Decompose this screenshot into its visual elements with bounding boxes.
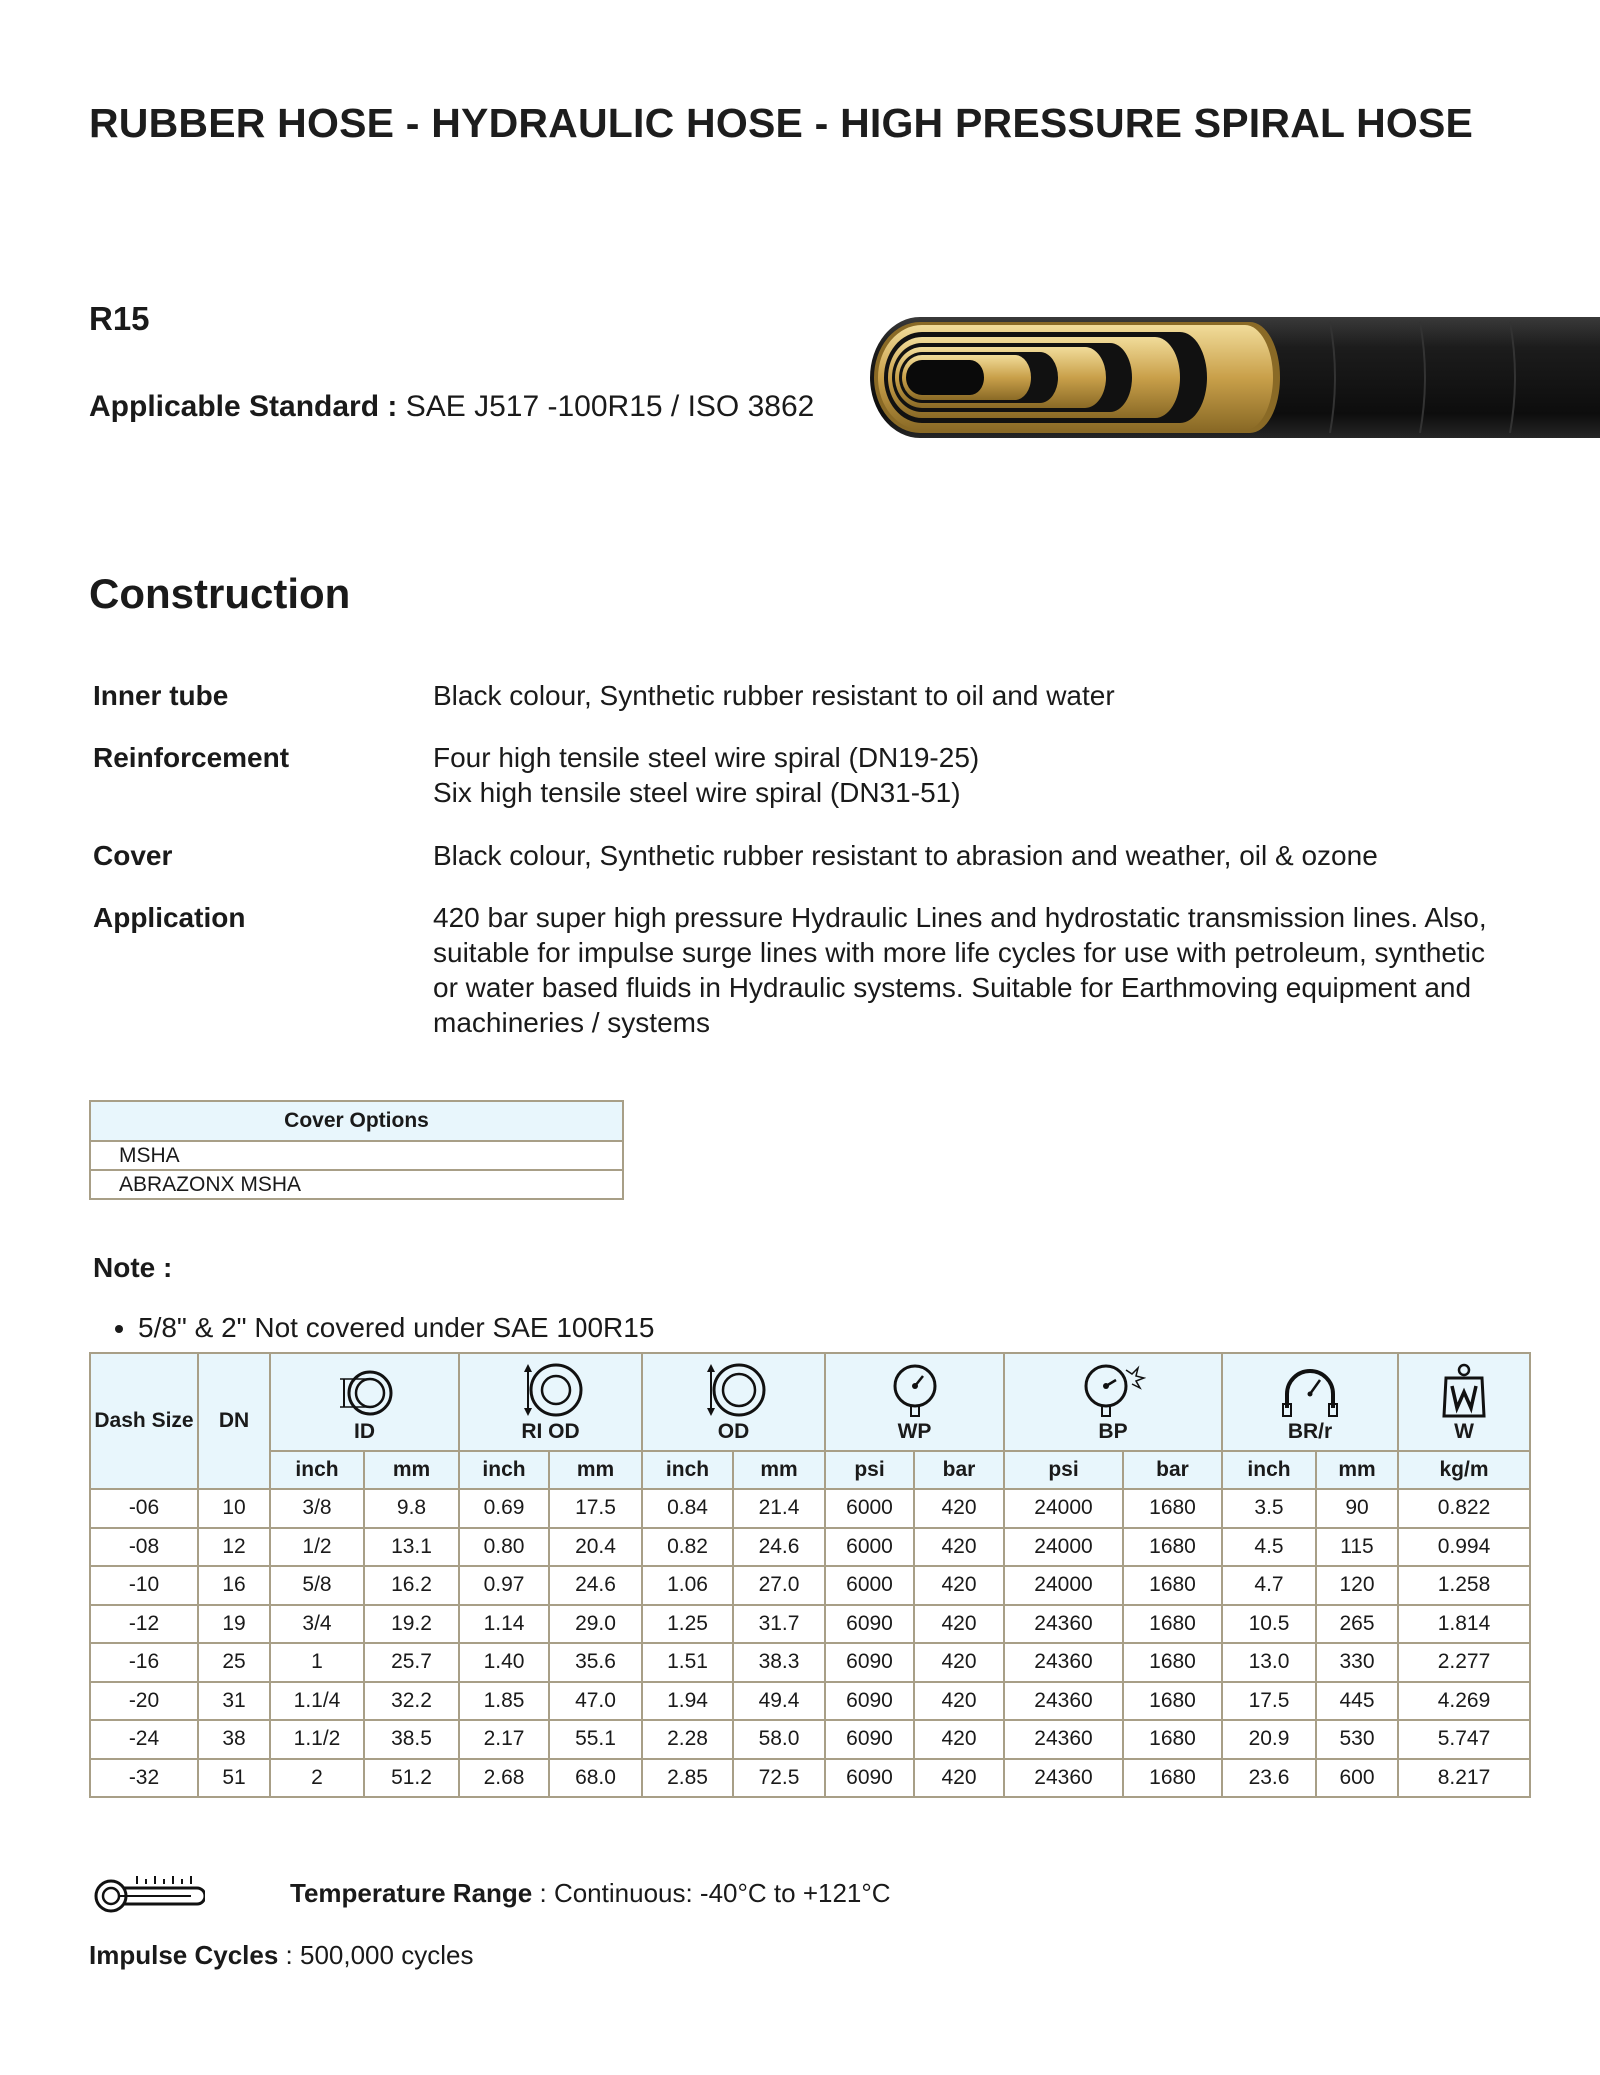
reinforcement-line: Six high tensile steel wire spiral (DN31-51) (433, 777, 961, 808)
unit-header: bar (1123, 1451, 1222, 1489)
table-cell: 1680 (1123, 1489, 1222, 1528)
table-cell: 1680 (1123, 1566, 1222, 1605)
table-row (90, 1528, 1530, 1567)
table-cell: 0.822 (1398, 1489, 1530, 1528)
temperature-value: : Continuous: -40°C to +121°C (539, 1878, 891, 1908)
table-cell: 19 (198, 1605, 270, 1644)
col-dn: DN (198, 1353, 270, 1489)
table-cell: 6000 (825, 1566, 914, 1605)
table-cell: 16 (198, 1566, 270, 1605)
table-cell: -06 (90, 1489, 198, 1528)
table-row (90, 1720, 1530, 1759)
temperature-range (290, 1878, 891, 1909)
table-cell: 12 (198, 1528, 270, 1567)
outer-diameter-icon (699, 1362, 769, 1418)
table-cell: 1680 (1123, 1643, 1222, 1682)
table-cell: 1680 (1123, 1682, 1222, 1721)
table-cell: 24360 (1004, 1759, 1123, 1798)
table-cell: 6090 (825, 1759, 914, 1798)
table-cell: 6090 (825, 1720, 914, 1759)
table-cell: 420 (914, 1720, 1004, 1759)
inner-tube-value (433, 678, 1553, 713)
group-wp (825, 1353, 1004, 1451)
group-label: OD (717, 1420, 750, 1443)
table-cell: -24 (90, 1720, 198, 1759)
pressure-gauge-icon (890, 1364, 940, 1418)
reinforcement-od-icon (516, 1362, 586, 1418)
table-cell: 24000 (1004, 1566, 1123, 1605)
group-bend-radius (1222, 1353, 1398, 1451)
table-cell: 58.0 (733, 1720, 825, 1759)
table-cell: 20.4 (549, 1528, 642, 1567)
note-list (104, 1312, 654, 1344)
table-cell: 420 (914, 1528, 1004, 1567)
table-cell: 31 (198, 1682, 270, 1721)
group-label: WP (897, 1420, 932, 1443)
table-cell: 420 (914, 1759, 1004, 1798)
table-cell: 25.7 (364, 1643, 459, 1682)
table-cell: 24.6 (733, 1528, 825, 1567)
table-cell: 24360 (1004, 1643, 1123, 1682)
table-row (90, 1170, 623, 1199)
impulse-value: : 500,000 cycles (285, 1940, 474, 1970)
table-cell: 8.217 (1398, 1759, 1530, 1798)
table-cell: 0.82 (642, 1528, 733, 1567)
application-line: suitable for impulse surge lines with more life cycles for use with petroleum, synthetic (433, 937, 1485, 968)
table-row (90, 1489, 1530, 1528)
table-cell: 6090 (825, 1605, 914, 1644)
application-label: Application (93, 902, 246, 933)
table-cell: 0.97 (459, 1566, 549, 1605)
unit-header: bar (914, 1451, 1004, 1489)
group-id (270, 1353, 459, 1451)
table-cell: 38 (198, 1720, 270, 1759)
table-cell: 16.2 (364, 1566, 459, 1605)
table-cell: 1.06 (642, 1566, 733, 1605)
application-line: 420 bar super high pressure Hydraulic Lines and hydrostatic transmission lines. Also, (433, 902, 1487, 933)
table-cell: 420 (914, 1682, 1004, 1721)
table-cell: 24360 (1004, 1682, 1123, 1721)
group-label: W (1454, 1420, 1474, 1443)
table-cell: 420 (914, 1489, 1004, 1528)
group-label: ID (354, 1420, 375, 1443)
table-cell: 72.5 (733, 1759, 825, 1798)
cover-option: ABRAZONX MSHA (90, 1170, 623, 1199)
table-cell: 3/4 (270, 1605, 364, 1644)
table-cell: 1/2 (270, 1528, 364, 1567)
weight-icon (1440, 1362, 1488, 1418)
table-cell: 24000 (1004, 1489, 1123, 1528)
table-cell: 13.1 (364, 1528, 459, 1567)
table-cell: 13.0 (1222, 1643, 1316, 1682)
model-name: R15 (89, 300, 150, 337)
table-cell: 1.258 (1398, 1566, 1530, 1605)
unit-header: psi (1004, 1451, 1123, 1489)
table-row (90, 1605, 1530, 1644)
table-cell: 27.0 (733, 1566, 825, 1605)
table-cell: 19.2 (364, 1605, 459, 1644)
note-item: • 5/8" & 2" Not covered under SAE 100R15 (138, 1312, 654, 1344)
table-cell: 6090 (825, 1682, 914, 1721)
temperature-label: Temperature Range (290, 1878, 533, 1908)
unit-header: mm (733, 1451, 825, 1489)
table-row (90, 1141, 623, 1170)
table-cell: 600 (1316, 1759, 1398, 1798)
table-cell: 25 (198, 1643, 270, 1682)
table-cell: 38.5 (364, 1720, 459, 1759)
table-cell: 1.85 (459, 1682, 549, 1721)
table-cell: 3.5 (1222, 1489, 1316, 1528)
application-value (433, 900, 1553, 1040)
table-row (90, 1759, 1530, 1798)
table-cell: 38.3 (733, 1643, 825, 1682)
group-od (642, 1353, 825, 1451)
table-cell: 31.7 (733, 1605, 825, 1644)
unit-header: inch (1222, 1451, 1316, 1489)
bend-radius-icon (1275, 1364, 1345, 1418)
table-cell: 24360 (1004, 1720, 1123, 1759)
table-cell: 2.68 (459, 1759, 549, 1798)
table-cell: 21.4 (733, 1489, 825, 1528)
table-cell: 6000 (825, 1489, 914, 1528)
table-cell: 51 (198, 1759, 270, 1798)
table-cell: 6090 (825, 1643, 914, 1682)
unit-header: mm (364, 1451, 459, 1489)
table-cell: 120 (1316, 1566, 1398, 1605)
table-cell: 51.2 (364, 1759, 459, 1798)
table-cell: 47.0 (549, 1682, 642, 1721)
table-cell: 10.5 (1222, 1605, 1316, 1644)
table-cell: 420 (914, 1566, 1004, 1605)
reinforcement-value (433, 740, 1553, 810)
table-row (90, 1682, 1530, 1721)
table-cell: 17.5 (549, 1489, 642, 1528)
cover-option: MSHA (90, 1141, 623, 1170)
impulse-cycles (89, 1940, 473, 1971)
specification-table (89, 1352, 1531, 1798)
inner-diameter-icon (330, 1368, 400, 1418)
table-cell: -20 (90, 1682, 198, 1721)
table-cell: 420 (914, 1605, 1004, 1644)
col-dash-size: Dash Size (90, 1353, 198, 1489)
hose-cutaway-image (860, 310, 1600, 445)
table-cell: 2.17 (459, 1720, 549, 1759)
table-cell: 24000 (1004, 1528, 1123, 1567)
unit-header: mm (1316, 1451, 1398, 1489)
table-cell: 1.25 (642, 1605, 733, 1644)
standard-label: Applicable Standard : (89, 390, 398, 423)
table-cell: 5/8 (270, 1566, 364, 1605)
reinforcement-line: Four high tensile steel wire spiral (DN19-25) (433, 742, 980, 773)
table-cell: 1680 (1123, 1759, 1222, 1798)
table-cell: 445 (1316, 1682, 1398, 1721)
table-cell: 4.269 (1398, 1682, 1530, 1721)
table-cell: 23.6 (1222, 1759, 1316, 1798)
table-cell: 9.8 (364, 1489, 459, 1528)
table-cell: -12 (90, 1605, 198, 1644)
table-cell: 6000 (825, 1528, 914, 1567)
table-cell: 1.1/2 (270, 1720, 364, 1759)
table-row (90, 1566, 1530, 1605)
group-label: BR/r (1287, 1420, 1333, 1443)
table-cell: 2.85 (642, 1759, 733, 1798)
table-cell: 10 (198, 1489, 270, 1528)
table-cell: 1.94 (642, 1682, 733, 1721)
page-title: RUBBER HOSE - HYDRAULIC HOSE - HIGH PRESSURE SPIRAL HOSE (89, 100, 1474, 146)
table-cell: 20.9 (1222, 1720, 1316, 1759)
applicable-standard (89, 390, 814, 424)
standard-value: SAE J517 -100R15 / ISO 3862 (405, 390, 815, 423)
unit-header: inch (642, 1451, 733, 1489)
unit-header: mm (549, 1451, 642, 1489)
table-cell: 115 (1316, 1528, 1398, 1567)
construction-heading: Construction (89, 570, 351, 617)
table-cell: 530 (1316, 1720, 1398, 1759)
table-cell: 1.1/4 (270, 1682, 364, 1721)
impulse-label: Impulse Cycles (89, 1940, 279, 1970)
application-line: machineries / systems (433, 1007, 710, 1038)
unit-header: inch (459, 1451, 549, 1489)
unit-header: inch (270, 1451, 364, 1489)
cover-label: Cover (93, 840, 173, 871)
table-cell: 55.1 (549, 1720, 642, 1759)
table-cell: 3/8 (270, 1489, 364, 1528)
table-cell: 265 (1316, 1605, 1398, 1644)
application-line: or water based fluids in Hydraulic systems. Suitable for Earthmoving equipment and (433, 972, 1472, 1003)
table-cell: 0.80 (459, 1528, 549, 1567)
table-cell: 49.4 (733, 1682, 825, 1721)
table-cell: 1.40 (459, 1643, 549, 1682)
unit-header: psi (825, 1451, 914, 1489)
burst-pressure-gauge-icon (1080, 1364, 1146, 1418)
inner-tube-label: Inner tube (93, 680, 229, 711)
table-cell: 1680 (1123, 1720, 1222, 1759)
table-cell: -08 (90, 1528, 198, 1567)
group-label: RI OD (521, 1420, 580, 1443)
table-cell: 4.5 (1222, 1528, 1316, 1567)
table-cell: 1 (270, 1643, 364, 1682)
table-cell: 29.0 (549, 1605, 642, 1644)
cover-options-table (89, 1100, 624, 1200)
table-cell: 2 (270, 1759, 364, 1798)
table-cell: 1680 (1123, 1528, 1222, 1567)
table-cell: -16 (90, 1643, 198, 1682)
table-cell: 24.6 (549, 1566, 642, 1605)
specification-rows (90, 1489, 1530, 1797)
cover-line: Black colour, Synthetic rubber resistant to abrasion and weather, oil & ozone (433, 840, 1378, 871)
group-bp (1004, 1353, 1222, 1451)
table-cell: 68.0 (549, 1759, 642, 1798)
table-cell: 24360 (1004, 1605, 1123, 1644)
table-cell: 4.7 (1222, 1566, 1316, 1605)
table-row (90, 1643, 1530, 1682)
inner-tube-line: Black colour, Synthetic rubber resistant to oil and water (433, 680, 1115, 711)
note-label: Note : (93, 1252, 173, 1283)
table-cell: 32.2 (364, 1682, 459, 1721)
thermometer-icon (93, 1870, 205, 1918)
table-cell: 1.14 (459, 1605, 549, 1644)
table-cell: 5.747 (1398, 1720, 1530, 1759)
reinforcement-label: Reinforcement (93, 742, 290, 773)
table-cell: 0.84 (642, 1489, 733, 1528)
table-cell: 1680 (1123, 1605, 1222, 1644)
unit-header: kg/m (1398, 1451, 1530, 1489)
table-cell: 1.51 (642, 1643, 733, 1682)
table-cell: 0.69 (459, 1489, 549, 1528)
table-cell: 420 (914, 1643, 1004, 1682)
cover-value (433, 838, 1553, 873)
table-cell: -32 (90, 1759, 198, 1798)
table-cell: 17.5 (1222, 1682, 1316, 1721)
table-cell: 90 (1316, 1489, 1398, 1528)
group-weight (1398, 1353, 1530, 1451)
table-cell: 35.6 (549, 1643, 642, 1682)
table-cell: 330 (1316, 1643, 1398, 1682)
table-cell: 2.277 (1398, 1643, 1530, 1682)
table-cell: 0.994 (1398, 1528, 1530, 1567)
table-cell: 2.28 (642, 1720, 733, 1759)
cover-options-heading: Cover Options (90, 1101, 623, 1141)
table-cell: -10 (90, 1566, 198, 1605)
group-ri-od (459, 1353, 642, 1451)
table-cell: 1.814 (1398, 1605, 1530, 1644)
group-label: BP (1098, 1420, 1128, 1443)
